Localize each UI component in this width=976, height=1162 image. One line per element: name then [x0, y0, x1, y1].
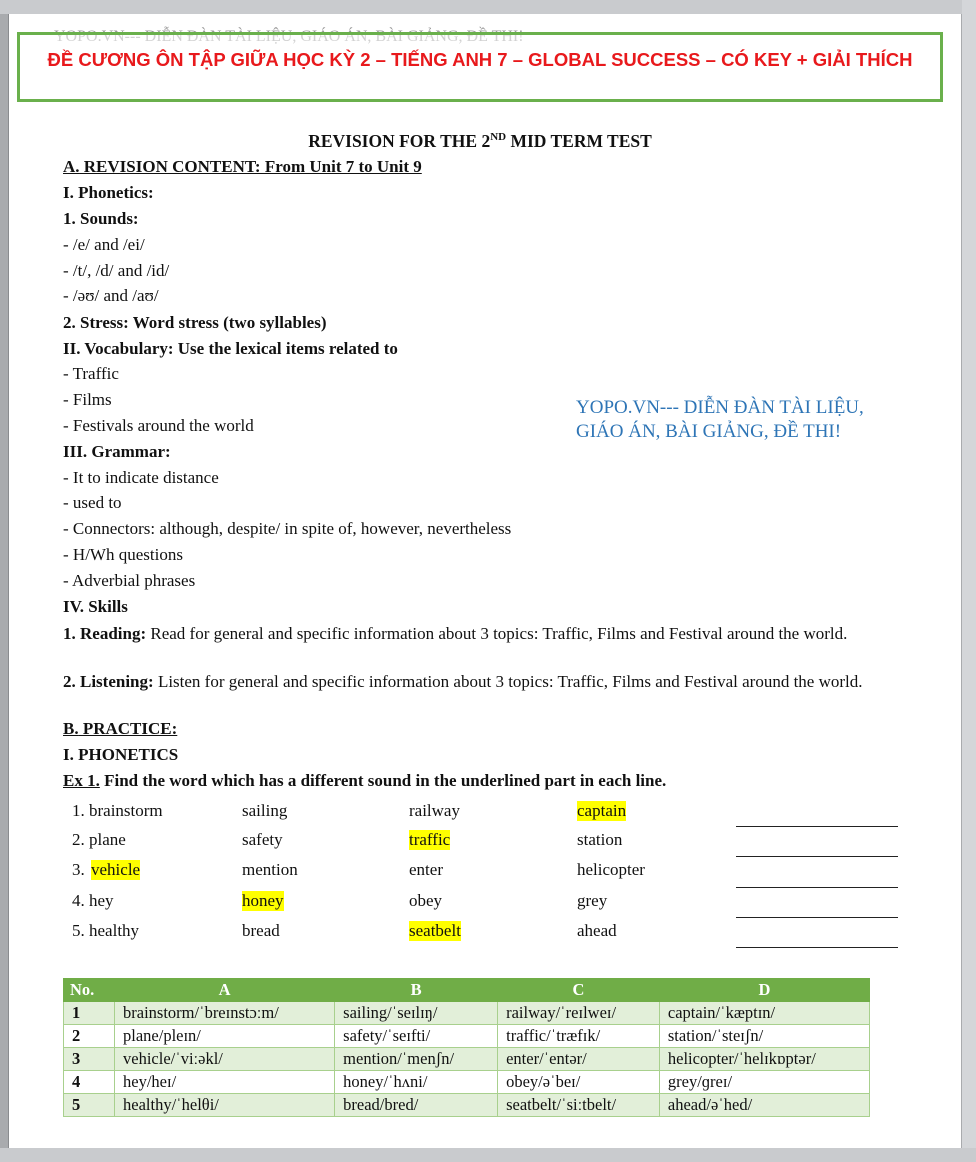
table-cell: sailing/ˈseɪlɪŋ/ [335, 1002, 498, 1025]
table-cell: brainstorm/ˈbreɪnstɔːm/ [115, 1002, 335, 1025]
row-4-b-answer: honey [242, 891, 284, 910]
section-b-title: PRACTICE: [78, 719, 178, 738]
sound-item-3: - /əʊ/ and /aʊ/ [63, 286, 159, 305]
table-cell: captain/ˈkæptɪn/ [659, 1002, 869, 1025]
row-1-b: sailing [242, 801, 288, 820]
phonetics-title: I. Phonetics: [63, 183, 154, 202]
vocabulary-title: II. Vocabulary: Use the lexical items related to [63, 339, 398, 358]
table-cell: traffic/ˈtræfɪk/ [498, 1025, 660, 1048]
row-4-d: grey [577, 891, 608, 910]
table-cell: healthy/ˈhelθi/ [115, 1094, 335, 1117]
grammar-item-5: - Adverbial phrases [63, 571, 196, 590]
stress-line: 2. Stress: Word stress (two syllables) [63, 313, 327, 332]
grammar-item-2: - used to [63, 493, 122, 512]
window-top-bar [0, 0, 976, 14]
row-2-d: station [577, 830, 623, 849]
page-heading [0, 131, 960, 152]
row-3-c: enter [409, 860, 443, 879]
reading-label: 1. Reading: [63, 624, 147, 643]
header-a: A [115, 979, 335, 1002]
row-3-d: helicopter [577, 860, 645, 879]
table-cell: safety/ˈseɪfti/ [335, 1025, 498, 1048]
table-cell: plane/pleɪn/ [115, 1025, 335, 1048]
table-cell: hey/heɪ/ [115, 1071, 335, 1094]
section-a-title: REVISION CONTENT: From Unit 7 to Unit 9 [79, 157, 422, 176]
answer-line-3[interactable] [736, 886, 898, 888]
grammar-title: III. Grammar: [63, 442, 171, 461]
row-1-d-answer: captain [577, 801, 627, 820]
window-scrollbar[interactable] [962, 0, 976, 1162]
answer-line-2[interactable] [736, 855, 898, 857]
skills-title: IV. Skills [63, 597, 128, 616]
row-3-a-answer: vehicle [91, 860, 141, 879]
table-row [64, 1048, 870, 1071]
title-banner [17, 32, 943, 102]
row-3-b: mention [242, 860, 298, 879]
heading-pre: REVISION FOR THE 2 [308, 131, 491, 151]
row-2-a: 2. plane [72, 830, 126, 849]
table-cell: 5 [64, 1094, 115, 1117]
table-cell: railway/ˈreɪlweɪ/ [498, 1002, 660, 1025]
phonetic-answer-table [63, 978, 870, 1117]
row-4-a: 4. hey [72, 891, 114, 910]
row-1-a: 1. brainstorm [72, 801, 163, 820]
table-row [64, 1071, 870, 1094]
header-b: B [335, 979, 498, 1002]
exercise-1-instruction [63, 771, 666, 791]
row-1-c: railway [409, 801, 460, 820]
answer-line-1[interactable] [736, 825, 898, 827]
table-cell: station/ˈsteɪʃn/ [659, 1025, 869, 1048]
vocab-item-3: - Festivals around the world [63, 416, 254, 435]
header-d: D [659, 979, 869, 1002]
section-b-heading [63, 719, 177, 739]
row-2-c-answer: traffic [409, 830, 451, 849]
row-5-a: 5. healthy [72, 921, 140, 940]
heading-sup: ND [490, 131, 507, 144]
watermark-side-line-2: GIÁO ÁN, BÀI GIẢNG, ĐỀ THI! [576, 421, 842, 442]
grammar-item-4: - H/Wh questions [63, 545, 183, 564]
row-5-c-answer: seatbelt [409, 921, 461, 940]
table-row [64, 1002, 870, 1025]
section-b-label: B. [63, 719, 79, 738]
listening-text: Listen for general and specific information about 3 topics: Traffic, Films and Festival around the world. [153, 672, 863, 691]
phonetics-practice-title: I. PHONETICS [63, 745, 179, 764]
sound-item-1: - /e/ and /ei/ [63, 235, 145, 254]
answer-line-4[interactable] [736, 916, 898, 918]
header-no: No. [64, 979, 115, 1002]
row-5-b: bread [242, 921, 280, 940]
section-a-heading [63, 157, 422, 177]
answer-line-5[interactable] [736, 946, 898, 948]
table-cell: ahead/əˈhed/ [659, 1094, 869, 1117]
table-cell: helicopter/ˈhelɪkɒptər/ [659, 1048, 869, 1071]
listening-label: 2. Listening: [63, 672, 154, 691]
table-cell: obey/əˈbeɪ/ [498, 1071, 660, 1094]
table-cell: vehicle/ˈviːəkl/ [115, 1048, 335, 1071]
reading-text: Read for general and specific information about 3 topics: Traffic, Films and Festival around the world. [146, 624, 848, 643]
reading-paragraph [63, 623, 899, 645]
watermark-side-line-1: YOPO.VN--- DIỄN ĐÀN TÀI LIỆU, [576, 397, 864, 418]
vocab-item-2: - Films [63, 390, 112, 409]
table-cell: seatbelt/ˈsiːtbelt/ [498, 1094, 660, 1117]
row-2-b: safety [242, 830, 283, 849]
banner-title: ĐỀ CƯƠNG ÔN TẬP GIỮA HỌC KỲ 2 – TIẾNG ANH 7 – GLOBAL SUCCESS – CÓ KEY + GIẢI THÍCH [47, 49, 913, 70]
table-header-row [64, 979, 870, 1002]
table-cell: 4 [64, 1071, 115, 1094]
exercise-1-label: Ex 1. [63, 771, 100, 790]
grammar-item-1: - It to indicate distance [63, 468, 219, 487]
table-cell: honey/ˈhʌni/ [335, 1071, 498, 1094]
vocab-item-1: - Traffic [63, 364, 119, 383]
row-3-no: 3. [72, 860, 85, 879]
heading-post: MID TERM TEST [506, 131, 652, 151]
table-cell: grey/ɡreɪ/ [659, 1071, 869, 1094]
table-row [64, 1094, 870, 1117]
exercise-1-text: Find the word which has a different sound in the underlined part in each line. [99, 771, 667, 790]
table-cell: 3 [64, 1048, 115, 1071]
table-cell: bread/bred/ [335, 1094, 498, 1117]
sound-item-2: - /t/, /d/ and /id/ [63, 261, 170, 280]
section-a-label: A. [63, 157, 80, 176]
window-bottom-bar [0, 1148, 976, 1162]
table-cell: enter/ˈentər/ [498, 1048, 660, 1071]
sounds-title: 1. Sounds: [63, 209, 139, 228]
header-c: C [498, 979, 660, 1002]
table-cell: mention/ˈmenʃn/ [335, 1048, 498, 1071]
watermark-side [576, 396, 864, 444]
table-cell: 2 [64, 1025, 115, 1048]
grammar-item-3: - Connectors: although, despite/ in spite of, however, nevertheless [63, 519, 512, 538]
table-cell: 1 [64, 1002, 115, 1025]
listening-paragraph [63, 671, 899, 693]
table-row [64, 1025, 870, 1048]
row-4-c: obey [409, 891, 443, 910]
row-5-d: ahead [577, 921, 617, 940]
